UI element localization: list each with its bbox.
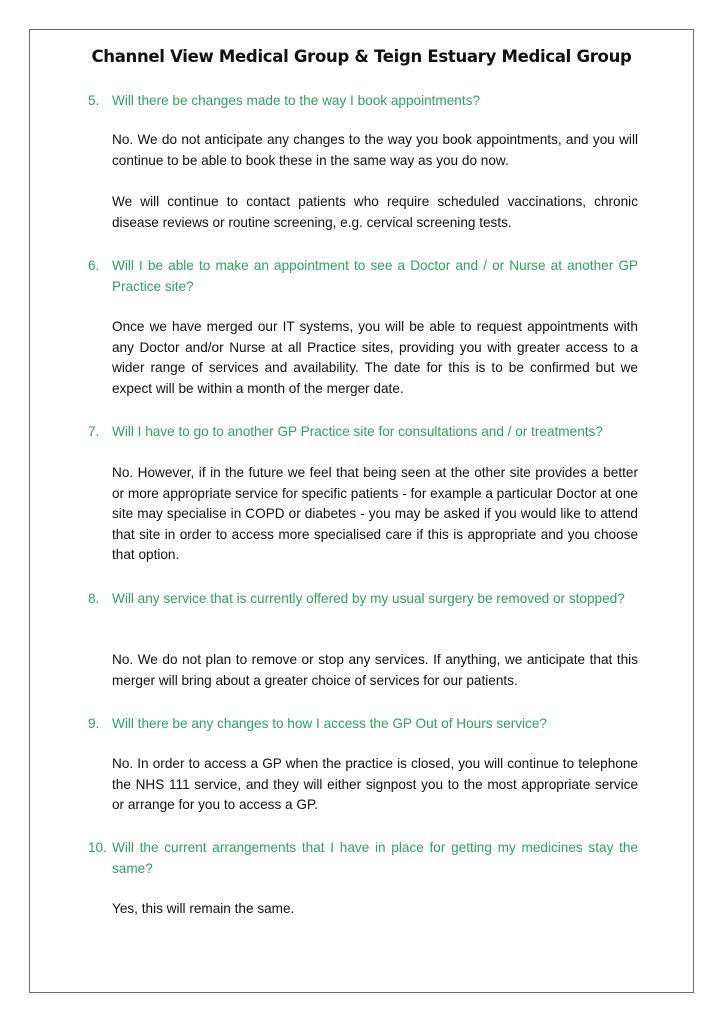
faq-answer-9 [112,754,638,816]
question-text: Will I have to go to another GP Practice site for consultations and / or treatments? [112,424,603,439]
question-text: Will I be able to make an appointment to see a Doctor and / or Nurse at another GP Practice site? [112,258,638,294]
question-number: 10. [88,840,107,855]
question-number: 6. [88,258,100,273]
answer-paragraph: No. In order to access a GP when the practice is closed, you will continue to telephone the NHS 111 service, and they will either signpost you to the most appropriate service or arrange for you to access a GP. [112,756,638,812]
answer-paragraph: Yes, this will remain the same. [112,901,295,916]
faq-answer-8 [112,650,638,691]
question-number: 5. [88,93,100,108]
faq-answer-10 [112,899,638,920]
answer-paragraph: No. We do not plan to remove or stop any services. If anything, we anticipate that this merger will bring about a greater choice of services for our patients. [112,652,638,688]
faq-question-6 [88,255,638,297]
question-text: Will any service that is currently offered by my usual surgery be removed or stopped? [112,591,625,606]
question-number: 8. [88,591,100,606]
faq-answer-5-extra [112,192,638,233]
question-number: 7. [88,424,100,439]
answer-paragraph: We will continue to contact patients who require scheduled vaccinations, chronic disease reviews or routine screening, e.g. cervical screening tests. [112,194,638,230]
answer-paragraph: No. We do not anticipate any changes to the way you book appointments, and you will continue to be able to book these in the same way as you do now. [112,132,638,168]
answer-paragraph: Once we have merged our IT systems, you will be able to request appointments with any Doctor and/or Nurse at all Practice sites, providing you with greater access to a wider range of services and availability. The date for this is to be confirmed but we expect will be within a month of the merger date. [112,319,638,396]
question-text: Will there be any changes to how I access the GP Out of Hours service? [112,716,547,731]
faq-question-8 [88,588,638,609]
faq-question-10 [88,837,638,879]
faq-question-9 [88,713,638,734]
faq-question-7 [88,421,638,442]
question-text: Will there be changes made to the way I book appointments? [112,93,481,108]
faq-answer-7 [112,463,638,566]
faq-answer-5 [112,130,638,171]
question-text: Will the current arrangements that I have in place for getting my medicines stay the same? [112,840,638,876]
document-page [29,29,694,993]
faq-question-5 [88,90,638,111]
answer-paragraph: No. However, if in the future we feel that being seen at the other site provides a better or more appropriate service for specific patients - for example a particular Doctor at one site may specialise in COPD or diabetes - you may be asked if you would like to attend that site in order to access more specialised care if this is appropriate and you choose that option. [112,465,638,562]
faq-answer-6 [112,317,638,399]
document-title: Channel View Medical Group & Teign Estuary Medical Group [91,47,632,66]
question-number: 9. [88,716,100,731]
